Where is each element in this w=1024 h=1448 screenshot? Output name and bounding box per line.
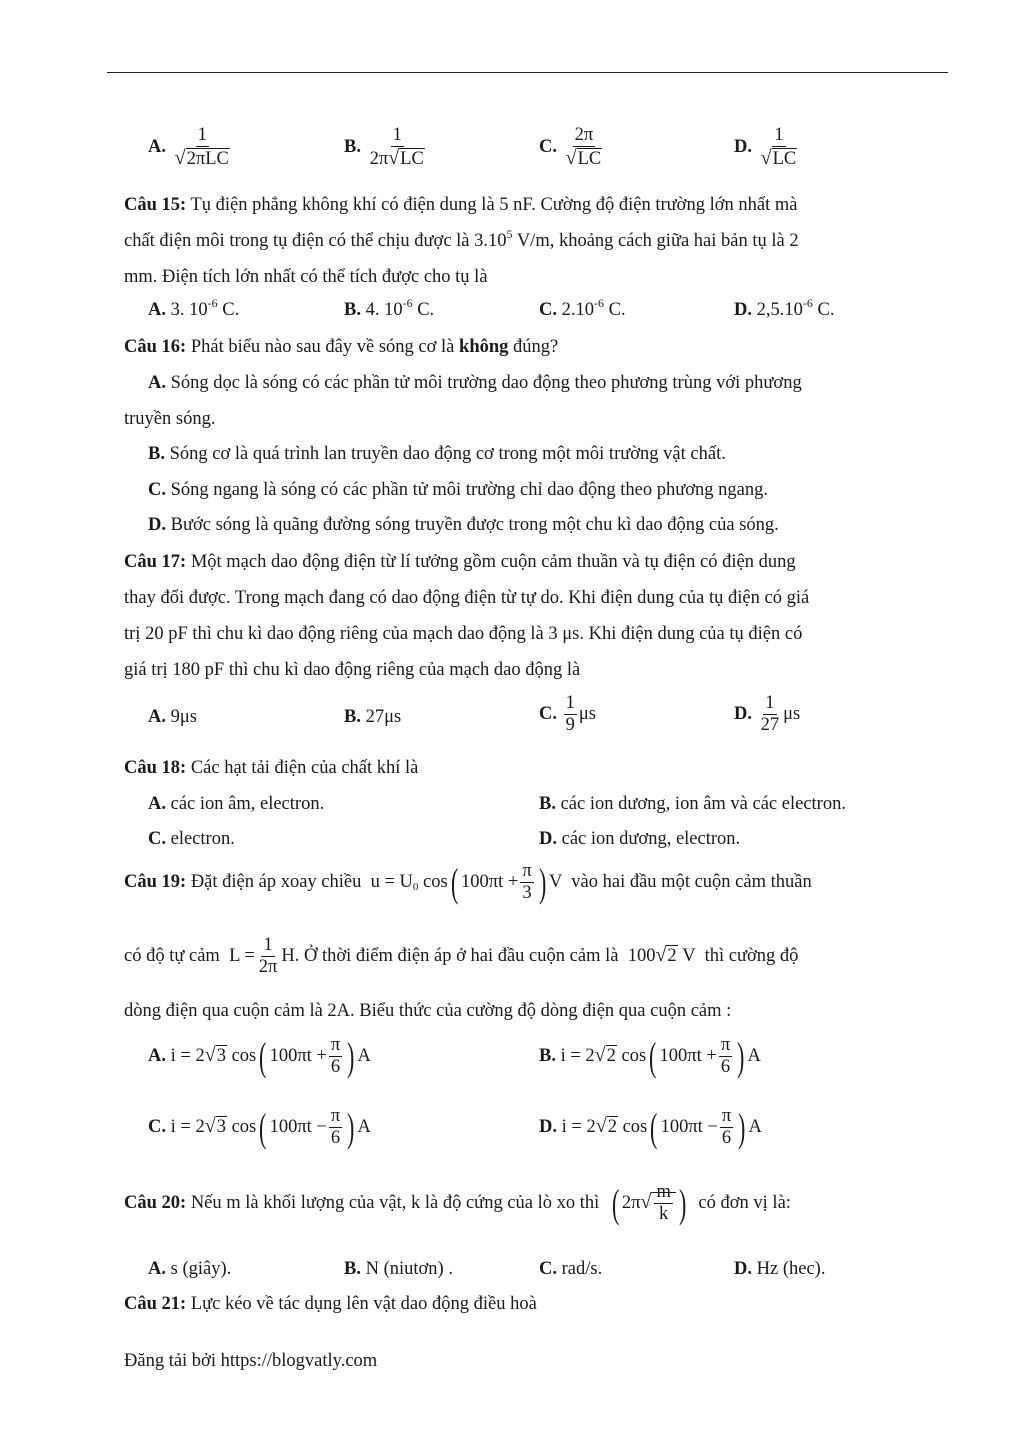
subscript: 0 xyxy=(412,881,419,894)
numerator: 1 xyxy=(261,936,274,957)
fraction xyxy=(368,126,427,170)
sqrt-icon: √ xyxy=(640,1191,652,1214)
radicand: LC xyxy=(772,149,797,170)
formula: i = 2 xyxy=(170,1117,205,1138)
stem-emphasis: không xyxy=(459,337,509,357)
question-label: Câu 21: xyxy=(124,1294,187,1314)
sqrt-icon: √ xyxy=(594,1044,606,1067)
fraction xyxy=(329,1107,342,1149)
formula: u = U xyxy=(370,872,413,893)
exponent: -6 xyxy=(802,296,813,310)
option-text: rad/s. xyxy=(561,1259,603,1279)
option-label: B. xyxy=(539,1046,556,1067)
numerator: 1 xyxy=(196,126,209,147)
option-label: D. xyxy=(539,1117,557,1138)
denominator: 3 xyxy=(522,883,532,904)
formula: cos xyxy=(418,872,448,893)
q19-stem-line1 xyxy=(124,859,812,905)
unit: V xyxy=(549,872,563,893)
q15-line1: Tụ điện phẳng không khí có điện dung là 5 nF. Cường độ điện trường lớn nhất mà xyxy=(190,195,798,215)
formula: cos xyxy=(231,1046,257,1067)
sqrt-icon: √ xyxy=(174,147,186,170)
denominator xyxy=(173,147,232,169)
q17-line1: Một mạch dao động điện từ lí tưởng gồm cuộn cảm thuần và tụ điện có điện dung xyxy=(190,552,796,572)
stem-text: đúng? xyxy=(508,337,559,357)
formula: 2π xyxy=(621,1193,641,1214)
left-paren-icon: ( xyxy=(259,1104,267,1150)
numerator: 1 xyxy=(564,694,577,715)
denominator xyxy=(368,147,427,169)
left-paren-icon: ( xyxy=(259,1033,267,1079)
q20-option-a xyxy=(148,1259,231,1280)
q14-option-c xyxy=(539,126,606,170)
stem-text: có độ tự cảm xyxy=(124,946,220,967)
q14-option-b xyxy=(344,126,429,170)
option-label: D. xyxy=(539,829,557,849)
stem-text: . Ở thời điểm điện áp ở hai đầu cuộn cảm là xyxy=(294,946,619,967)
q20-stem xyxy=(124,1180,791,1226)
denominator: 27 xyxy=(760,715,780,736)
option-label: D. xyxy=(734,1259,752,1279)
option-value: 27μs xyxy=(365,707,402,727)
option-value: 2.10 xyxy=(561,300,594,320)
q15-option-a xyxy=(148,296,240,321)
numerator: π xyxy=(720,1107,733,1128)
q15-option-d xyxy=(734,296,835,321)
header-rule xyxy=(107,72,948,73)
stem-text: Nếu m là khối lượng của vật, k là độ cứng của lò xo thì xyxy=(190,1193,600,1214)
denominator xyxy=(564,147,605,169)
stem-text: thì cường độ xyxy=(704,946,799,967)
option-label: D. xyxy=(734,704,752,725)
numerator: π xyxy=(520,862,533,883)
option-value: 9μs xyxy=(170,707,197,727)
unit: C. xyxy=(812,300,835,320)
q18-stem xyxy=(124,758,418,779)
denominator: k xyxy=(659,1204,669,1225)
formula: 100 xyxy=(627,946,656,967)
denominator: 6 xyxy=(330,1057,341,1078)
left-paren-icon: ( xyxy=(649,1033,657,1079)
option-label: A. xyxy=(148,1046,166,1067)
stem-text: Lực kéo về tác dụng lên vật dao động điều hoà xyxy=(190,1294,537,1314)
radicand: LC xyxy=(577,149,602,170)
formula: 100πt − xyxy=(660,1117,718,1138)
radicand: 2 xyxy=(606,1046,616,1067)
formula: i = 2 xyxy=(561,1117,596,1138)
unit: A xyxy=(748,1117,762,1138)
q20-option-b xyxy=(344,1259,453,1280)
q18-option-b xyxy=(539,794,846,815)
option-label: C. xyxy=(539,300,557,320)
option-label: B. xyxy=(344,300,361,320)
option-label: C. xyxy=(539,1259,557,1279)
right-paren-icon: ) xyxy=(538,859,547,905)
left-paren-icon: ( xyxy=(611,1180,619,1226)
option-label: B. xyxy=(148,444,165,464)
q17-option-b xyxy=(344,707,401,728)
option-text: các ion dương, ion âm và các electron. xyxy=(560,794,846,814)
formula: cos xyxy=(231,1117,257,1138)
q17-option-c xyxy=(539,694,596,736)
option-label: D. xyxy=(148,515,166,535)
stem-text: dòng điện qua cuộn cảm là 2A. Biểu thức của cường độ dòng điện qua cuộn cảm : xyxy=(124,1001,732,1021)
numerator: π xyxy=(329,1036,342,1057)
stem-text: có đơn vị là: xyxy=(698,1193,791,1214)
sqrt-icon: √ xyxy=(655,944,667,967)
denominator: 2π xyxy=(258,957,278,978)
formula: 100πt + xyxy=(269,1046,327,1067)
formula: 100πt − xyxy=(269,1117,327,1138)
q19-option-a xyxy=(148,1033,371,1079)
q18-option-a xyxy=(148,794,324,815)
fraction xyxy=(329,1036,342,1078)
den-prefix: 2π xyxy=(369,149,389,170)
option-text: electron. xyxy=(170,829,235,849)
option-label: D. xyxy=(734,137,752,158)
radicand: 3 xyxy=(216,1117,226,1138)
q17-line3: trị 20 pF thì chu kì dao động riêng của mạch dao động là 3 μs. Khi điện dung của tụ điện có xyxy=(124,624,803,644)
option-text: truyền sóng. xyxy=(124,409,216,429)
fraction xyxy=(759,694,782,736)
fraction xyxy=(257,936,280,978)
formula: i = 2 xyxy=(170,1046,205,1067)
q17-stem xyxy=(124,544,930,688)
option-label: C. xyxy=(539,137,557,158)
option-text: s (giây). xyxy=(170,1259,232,1279)
numerator: 2π xyxy=(573,126,596,147)
q19-option-d xyxy=(539,1104,762,1150)
option-label: A. xyxy=(148,137,166,158)
right-paren-icon: ) xyxy=(347,1033,355,1079)
denominator: 9 xyxy=(565,715,575,736)
q15-line2b: V/m, khoảng cách giữa hai bản tụ là 2 xyxy=(512,231,799,251)
option-label: C. xyxy=(539,704,557,725)
formula: cos xyxy=(621,1046,647,1067)
unit: A xyxy=(357,1046,371,1067)
q15-option-c xyxy=(539,296,626,321)
q18-option-c xyxy=(148,829,235,850)
sqrt-icon: √ xyxy=(760,147,772,170)
q20-option-d xyxy=(734,1259,825,1280)
option-label: B. xyxy=(539,794,556,814)
unit: C. xyxy=(412,300,435,320)
formula: cos xyxy=(622,1117,648,1138)
radicand: 2πLC xyxy=(186,149,229,170)
option-value: 3. 10 xyxy=(170,300,208,320)
exponent: 5 xyxy=(506,227,513,241)
unit: A xyxy=(357,1117,371,1138)
q16-option-b xyxy=(148,444,726,465)
q19-option-b xyxy=(539,1033,761,1079)
numerator: π xyxy=(719,1036,732,1057)
q21-stem xyxy=(124,1294,537,1315)
q19-option-c xyxy=(148,1104,371,1150)
q16-stem xyxy=(124,337,558,358)
sqrt-icon: √ xyxy=(388,147,400,170)
formula: 100πt + xyxy=(659,1046,717,1067)
option-text: Bước sóng là quãng đường sóng truyền được trong một chu kì dao động của sóng. xyxy=(170,515,779,535)
fraction xyxy=(564,694,577,736)
formula: i = 2 xyxy=(560,1046,595,1067)
fraction xyxy=(173,126,232,170)
footer-credit: Đăng tải bởi https://blogvatly.com xyxy=(124,1351,378,1371)
option-text: Hz (hec). xyxy=(756,1259,826,1279)
option-label: C. xyxy=(148,1117,166,1138)
sqrt-icon: √ xyxy=(595,1115,607,1138)
denominator: 6 xyxy=(721,1128,732,1149)
question-label: Câu 19: xyxy=(124,872,187,893)
option-label: A. xyxy=(148,1259,166,1279)
fraction xyxy=(654,1183,672,1225)
exponent: -6 xyxy=(594,296,604,310)
radicand: 3 xyxy=(216,1046,226,1067)
sqrt-icon: √ xyxy=(204,1044,216,1067)
numerator: m xyxy=(654,1183,672,1204)
q17-option-a xyxy=(148,707,197,728)
option-label: B. xyxy=(344,1259,361,1279)
q14-option-a xyxy=(148,126,234,170)
option-label: B. xyxy=(344,137,361,158)
fraction xyxy=(719,1036,732,1078)
option-label: D. xyxy=(734,300,752,320)
exponent: -6 xyxy=(402,296,413,310)
sqrt-icon: √ xyxy=(204,1115,216,1138)
numerator: 1 xyxy=(391,126,404,147)
denominator: 6 xyxy=(330,1128,341,1149)
exponent: -6 xyxy=(207,296,218,310)
q16-option-c xyxy=(148,480,768,501)
unit: C. xyxy=(604,300,626,320)
q18-option-d xyxy=(539,829,740,850)
unit: A xyxy=(747,1046,761,1067)
numerator: 1 xyxy=(772,126,785,147)
formula: 100πt + xyxy=(461,872,519,893)
q19-stem-line2 xyxy=(124,936,798,978)
option-value: 2,5.10 xyxy=(756,300,803,320)
stem-text: vào hai đầu một cuộn cảm thuần xyxy=(571,872,812,893)
q16-option-a xyxy=(124,365,930,437)
q16-option-d xyxy=(148,515,779,536)
q19-stem-line3 xyxy=(124,1001,731,1022)
question-label: Câu 17: xyxy=(124,552,187,572)
radicand: 2 xyxy=(667,946,677,967)
right-paren-icon: ) xyxy=(347,1104,355,1150)
question-label: Câu 20: xyxy=(124,1193,187,1214)
question-label: Câu 15: xyxy=(124,195,187,215)
option-text: N (niutơn) . xyxy=(365,1259,453,1279)
question-label: Câu 16: xyxy=(124,337,187,357)
unit: μs xyxy=(783,704,801,725)
option-value: 4. 10 xyxy=(365,300,403,320)
option-label: A. xyxy=(148,300,166,320)
option-label: B. xyxy=(344,707,361,727)
formula: L = xyxy=(229,946,255,967)
option-text: Sóng cơ là quá trình lan truyền dao động cơ trong một môi trường vật chất. xyxy=(169,444,726,464)
q17-line2: thay đổi được. Trong mạch đang có dao động điện từ tự do. Khi điện dung của tụ điện có giá xyxy=(124,588,810,608)
option-label: A. xyxy=(148,707,166,727)
option-label: C. xyxy=(148,480,166,500)
option-label: A. xyxy=(148,373,166,393)
fraction xyxy=(759,126,800,170)
q15-option-b xyxy=(344,296,435,321)
right-paren-icon: ) xyxy=(738,1104,746,1150)
option-text: các ion dương, electron. xyxy=(561,829,741,849)
unit: H xyxy=(281,946,295,967)
q14-option-d xyxy=(734,126,801,170)
question-label: Câu 18: xyxy=(124,758,187,778)
option-label: A. xyxy=(148,794,166,814)
option-label: C. xyxy=(148,829,166,849)
radicand xyxy=(651,1182,675,1225)
fraction xyxy=(720,1107,733,1149)
q20-option-c xyxy=(539,1259,602,1280)
sqrt-icon: √ xyxy=(565,147,577,170)
option-text: các ion âm, electron. xyxy=(170,794,325,814)
option-text: Sóng dọc là sóng có các phần tử môi trường dao động theo phương trùng với phương xyxy=(170,373,802,393)
numerator: π xyxy=(329,1107,342,1128)
left-paren-icon: ( xyxy=(650,1104,658,1150)
q15-line3: mm. Điện tích lớn nhất có thể tích được cho tụ là xyxy=(124,267,488,287)
numerator: 1 xyxy=(763,694,776,715)
unit: μs xyxy=(578,704,596,725)
stem-text: Phát biểu nào sau đây về sóng cơ là xyxy=(190,337,460,357)
unit: C. xyxy=(217,300,240,320)
fraction xyxy=(520,862,533,904)
q15-stem xyxy=(124,187,930,295)
right-paren-icon: ) xyxy=(737,1033,745,1079)
q17-option-d xyxy=(734,694,800,736)
unit: V xyxy=(682,946,696,967)
q15-line2a: chất điện môi trong tụ điện có thể chịu được là 3.10 xyxy=(124,231,507,251)
radicand: 2 xyxy=(607,1117,617,1138)
fraction xyxy=(564,126,605,170)
right-paren-icon: ) xyxy=(678,1180,687,1226)
radicand: LC xyxy=(400,149,424,170)
denominator xyxy=(759,147,800,169)
q17-line4: giá trị 180 pF thì chu kì dao động riêng của mạch dao động là xyxy=(124,660,581,680)
option-text: Sóng ngang là sóng có các phần tử môi trường chỉ dao động theo phương ngang. xyxy=(170,480,768,500)
left-paren-icon: ( xyxy=(450,859,459,905)
stem-text: Các hạt tải điện của chất khí là xyxy=(190,758,419,778)
denominator: 6 xyxy=(720,1057,731,1078)
stem-text: Đặt điện áp xoay chiều xyxy=(190,872,362,893)
